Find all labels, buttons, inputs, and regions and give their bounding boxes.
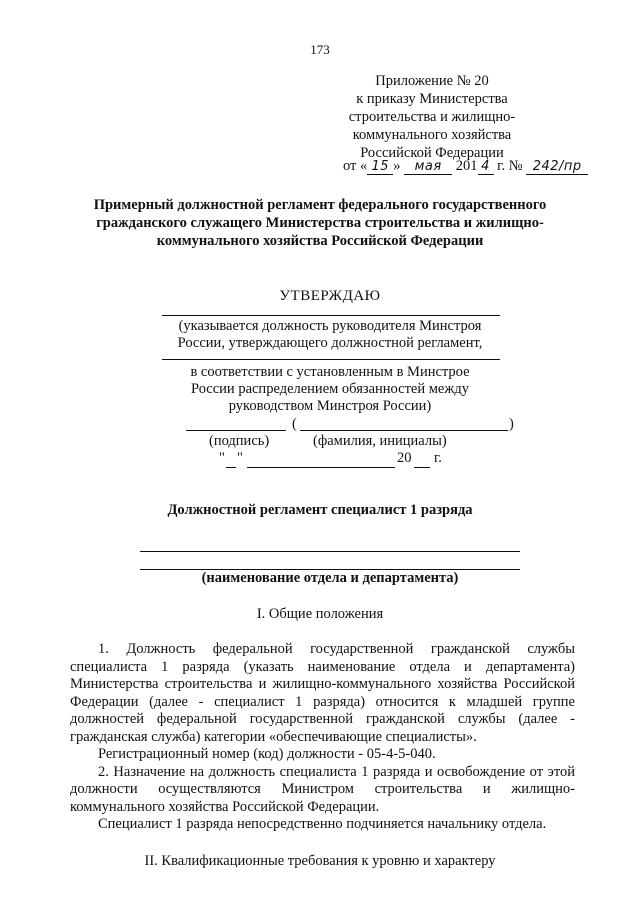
name-blank-line: [300, 430, 508, 431]
appendix-line: коммунального хозяйства: [352, 127, 512, 143]
date-quote-open: ": [219, 450, 225, 466]
date-year: 20: [397, 450, 412, 466]
order-year-suffix: г. №: [493, 158, 523, 174]
date-quote-close: ": [237, 450, 243, 466]
dept-caption: (наименование отдела и департамента): [201, 570, 459, 586]
note-line: России, утверждающего должностной регламент,: [177, 335, 483, 351]
date-suffix: г.: [434, 450, 442, 466]
title-line: Примерный должностной регламент федерального государственного: [93, 197, 547, 213]
section-1-heading: I. Общие положения: [256, 606, 384, 622]
note-line: руководством Минстроя России): [228, 398, 432, 414]
note-line: в соответствии с установленным в Минстрое: [190, 364, 470, 380]
section-2-heading: II. Квалификационные требования к уровню и характеру: [144, 853, 496, 869]
signature-blank-line: [186, 430, 286, 431]
document-title: [70, 196, 570, 250]
page-number: 173: [310, 42, 330, 57]
appendix-block: [300, 72, 564, 162]
title-line: коммунального хозяйства Российской Федерации: [156, 233, 484, 249]
paragraph: Регистрационный номер (код) должности - 05-4-5-040.: [98, 746, 436, 762]
paragraph: 1. Должность федеральной государственной гражданской службы специалиста 1 разряда (указать наименование отдела и департамента) Министерства строительства и жилищно-коммунального хозяйства Российской Федерации (далее - специалист 1 разряда) относится к младшей группе должностей федеральной государственной гражданской службы (далее - гражданская служба) категории «обеспечивающие специалисты».: [70, 641, 575, 745]
signature-label: (подпись): [209, 433, 270, 449]
dept-blank-line-1: [140, 551, 520, 552]
order-year-digit: 4: [478, 160, 494, 175]
appendix-line: строительства и жилищно-: [348, 109, 516, 125]
approve-note-2: [150, 364, 510, 415]
paragraph: 2. Назначение на должность специалиста 1 разряда и освобождение от этой должности осуществляются Министром строительства и жилищно-коммунального хозяйства Российской Федерации.: [70, 763, 575, 815]
order-prefix: от «: [343, 158, 368, 174]
paren-open: (: [292, 416, 297, 432]
position-blank-line: [162, 315, 500, 316]
order-number: 242/пр: [526, 160, 588, 175]
appendix-line: Приложение № 20: [375, 73, 489, 89]
title-line: гражданского служащего Министерства строительства и жилищно-: [96, 215, 544, 231]
note-line: (указывается должность руководителя Минстроя: [178, 318, 482, 334]
section-1-body: [70, 641, 575, 834]
order-mid: »: [393, 158, 401, 174]
date-year-blank: [414, 467, 430, 468]
date-month-blank: [247, 467, 395, 468]
note-line: России распределением обязанностей между: [190, 381, 470, 397]
order-date-line: [343, 158, 588, 175]
regulation-title: Должностной регламент специалист 1 разряда: [167, 502, 473, 518]
paragraph: Специалист 1 разряда непосредственно подчиняется начальнику отдела.: [98, 816, 547, 832]
date-day-blank: [226, 467, 236, 468]
order-month: мая: [404, 160, 452, 175]
name-label: (фамилия, инициалы): [313, 433, 447, 449]
approve-note-1: [150, 318, 510, 352]
appendix-line: к приказу Министерства: [356, 91, 508, 107]
approve-heading: УТВЕРЖДАЮ: [279, 288, 381, 304]
order-day: 15: [367, 160, 393, 175]
paren-close: ): [509, 416, 514, 432]
appendix-line: Российской Федерации: [360, 145, 504, 161]
order-year-prefix: 201: [455, 158, 478, 174]
position-blank-line-2: [162, 359, 500, 360]
